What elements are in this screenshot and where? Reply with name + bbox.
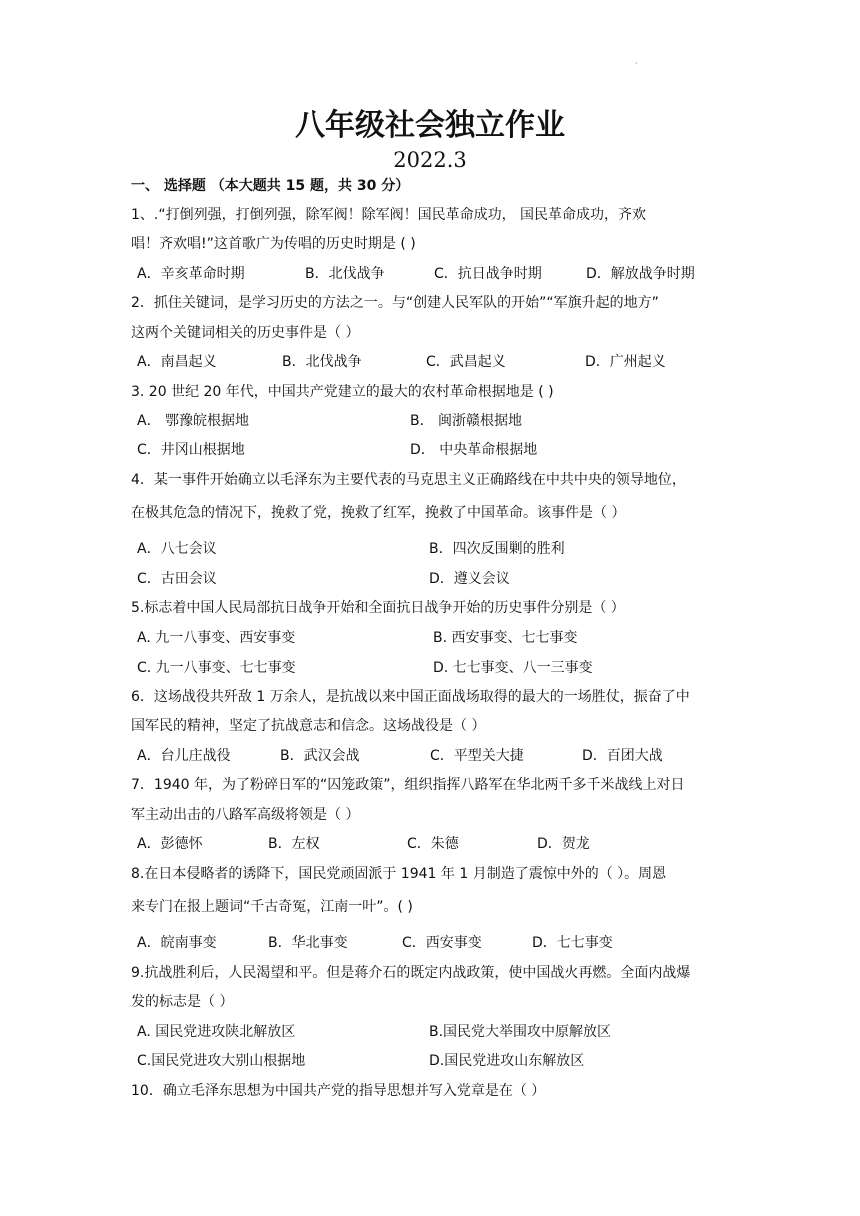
question-8-line-2: 来专门在报上题词“千古奇冤，江南一叶”。( )	[131, 899, 413, 915]
question-6-option-a: A．台儿庄战役	[137, 748, 231, 764]
question-2-line-2: 这两个关键词相关的历史事件是（ ）	[131, 325, 360, 341]
question-6-option-d: D．百团大战	[582, 748, 663, 764]
question-9-option-a: A. 国民党进攻陕北解放区	[137, 1024, 296, 1040]
question-8-option-c: C．西安事变	[402, 935, 482, 951]
question-3-option-d: D． 中央革命根据地	[410, 442, 538, 458]
question-5-option-c: C. 九一八事变、七七事变	[137, 660, 296, 676]
question-9-option-c: C.国民党进攻大别山根据地	[137, 1053, 306, 1069]
question-2-option-b: B．北伐战争	[282, 354, 362, 370]
question-2-option-a: A．南昌起义	[137, 354, 217, 370]
question-4-line-2: 在极其危急的情况下，挽救了党，挽救了红军，挽救了中国革命。该事件是（ ）	[131, 505, 626, 521]
page-date: 2022.3	[393, 148, 467, 172]
question-9-option-b: B.国民党大举围攻中原解放区	[429, 1024, 612, 1040]
question-2-option-d: D．广州起义	[585, 354, 666, 370]
question-5-line-1: 5.标志着中国人民局部抗日战争开始和全面抗日战争开始的历史事件分别是（ ）	[131, 600, 625, 616]
question-4-line-1: 4．某一事件开始确立以毛泽东为主要代表的马克思主义正确路线在中共中央的领导地位，	[131, 472, 686, 488]
question-4-option-c: C．古田会议	[137, 571, 217, 587]
question-10-line-1: 10．确立毛泽东思想为中国共产党的指导思想并写入党章是在（ ）	[131, 1083, 546, 1099]
question-6-line-2: 国军民的精神，坚定了抗战意志和信念。这场战役是（ ）	[131, 718, 486, 734]
question-4-option-a: A．八七会议	[137, 541, 217, 557]
question-8-option-d: D．七七事变	[532, 935, 613, 951]
section-heading: 一、 选择题 （本大题共 15 题，共 30 分）	[131, 178, 410, 194]
question-4-option-d: D．遵义会议	[429, 571, 510, 587]
question-5-option-a: A. 九一八事变、西安事变	[137, 630, 296, 646]
question-9-line-1: 9.抗战胜利后，人民渴望和平。但是蒋介石的既定内战政策，使中国战火再燃。全面内战爆	[131, 965, 691, 981]
question-1-option-d: D．解放战争时期	[586, 266, 695, 282]
header-mark: ·	[635, 59, 638, 68]
question-8-option-b: B．华北事变	[268, 935, 348, 951]
question-7-line-2: 军主动出击的八路军高级将领是（ ）	[131, 807, 360, 823]
question-6-line-1: 6．这场战役共歼敌 1 万余人，是抗战以来中国正面战场取得的最大的一场胜仗，振奋了中	[131, 689, 690, 705]
question-7-option-b: B．左权	[268, 836, 320, 852]
question-7-line-1: 7．1940 年，为了粉碎日军的“囚笼政策”，组织指挥八路军在华北两千多千米战线上对日	[131, 777, 685, 793]
question-1-option-a: A．辛亥革命时期	[137, 266, 245, 282]
question-1-option-c: C．抗日战争时期	[434, 266, 542, 282]
question-6-option-c: C．平型关大捷	[430, 748, 524, 764]
question-4-option-b: B．四次反围剿的胜利	[429, 541, 565, 557]
question-8-line-1: 8.在日本侵略者的诱降下，国民党顽固派于 1941 年 1 月制造了震惊中外的（ ）。周恩	[131, 866, 667, 882]
question-5-option-d: D. 七七事变、八一三事变	[433, 660, 593, 676]
question-3-option-a: A． 鄂豫皖根据地	[137, 413, 250, 429]
question-7-option-c: C．朱德	[407, 836, 459, 852]
question-3-option-c: C．井冈山根据地	[137, 442, 245, 458]
question-2-line-1: 2．抓住关键词，是学习历史的方法之一。与“创建人民军队的开始”“军旗升起的地方”	[131, 295, 659, 311]
question-1-option-b: B．北伐战争	[305, 266, 385, 282]
question-1-line-1: 1、.“打倒列强，打倒列强，除军阀！除军阀！国民革命成功， 国民革命成功，齐欢	[131, 207, 647, 223]
question-8-option-a: A．皖南事变	[137, 935, 217, 951]
question-3-line-1: 3. 20 世纪 20 年代，中国共产党建立的最大的农村革命根据地是 ( )	[131, 384, 554, 400]
page-title: 八年级社会独立作业	[295, 108, 565, 143]
question-3-option-b: B． 闽浙赣根据地	[410, 413, 523, 429]
question-7-option-d: D．贺龙	[537, 836, 590, 852]
question-5-option-b: B. 西安事变、七七事变	[433, 630, 578, 646]
question-1-line-2: 唱！齐欢唱!”这首歌广为传唱的历史时期是 ( )	[131, 236, 416, 252]
question-9-line-2: 发的标志是（ ）	[131, 994, 234, 1010]
question-2-option-c: C．武昌起义	[426, 354, 506, 370]
question-9-option-d: D.国民党进攻山东解放区	[429, 1053, 585, 1069]
question-7-option-a: A．彭德怀	[137, 836, 203, 852]
question-6-option-b: B．武汉会战	[280, 748, 360, 764]
